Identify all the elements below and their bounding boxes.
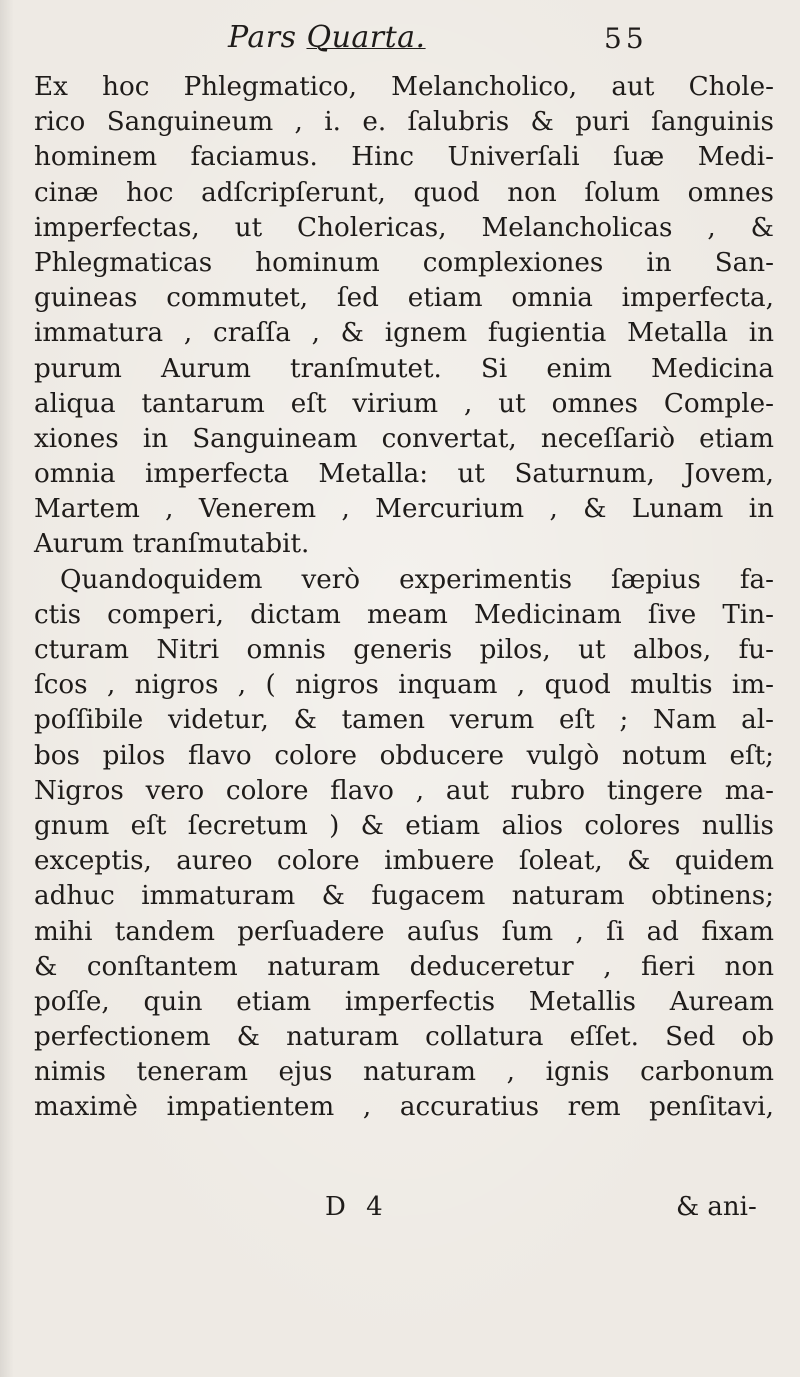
running-title-part: Pars xyxy=(228,20,297,55)
text-line: exceptis, aureo colore imbuere ſoleat, & quidem xyxy=(34,846,774,877)
text-line: immatura , craſſa , & ignem fugientia Metalla in xyxy=(34,318,774,349)
text-line: poſſibile videtur, & tamen verum eſt ; Nam al- xyxy=(34,705,774,736)
text-line: rico Sanguineum , i. e. ſalubris & puri ſanguinis xyxy=(34,107,774,138)
text-line: omnia imperfecta Metalla: ut Saturnum, Jovem, xyxy=(34,459,774,490)
text-line: imperfectas, ut Cholericas, Melancholicas , & xyxy=(34,212,774,243)
running-title xyxy=(228,20,426,55)
text-line: & conſtantem naturam deduceretur , fieri non xyxy=(34,951,774,982)
text-line: mihi tandem perſuadere auſus ſum , ſi ad fixam xyxy=(34,916,774,947)
text-line-paragraph-start: Quandoquidem verò experimentis ſæpius fa- xyxy=(60,564,774,595)
text-line-paragraph-end: Aurum tranſmutabit. xyxy=(34,529,310,560)
page-header xyxy=(0,14,800,58)
text-line: adhuc immaturam & fugacem naturam obtinens; xyxy=(34,881,774,912)
text-line: maximè impatientem , accuratius rem penſitavi, xyxy=(34,1092,774,1123)
signature-mark: D 4 xyxy=(325,1192,389,1222)
text-line: nimis teneram ejus naturam , ignis carbonum xyxy=(34,1057,774,1088)
page-edge-shadow xyxy=(0,0,14,1377)
text-line: ctis comperi, dictam meam Medicinam ſive Tin- xyxy=(34,599,774,630)
text-line: guineas commutet, ſed etiam omnia imperfecta, xyxy=(34,283,774,314)
text-line: gnum eſt ſecretum ) & etiam alios colores nullis xyxy=(34,810,774,841)
text-line: ſcos , nigros , ( nigros inquam , quod multis im- xyxy=(34,670,774,701)
catchword: & ani- xyxy=(676,1192,757,1222)
text-line: perfectionem & naturam collatura eſſet. Sed ob xyxy=(34,1022,774,1053)
text-line: cturam Nitri omnis generis pilos, ut albos, fu- xyxy=(34,635,774,665)
text-line: cinæ hoc adſcripſerunt, quod non ſolum omnes xyxy=(34,177,774,208)
text-line: aliqua tantarum eſt virium , ut omnes Comple- xyxy=(34,388,774,419)
text-line: Phlegmaticas hominum complexiones in San- xyxy=(34,247,774,278)
page-number: 55 xyxy=(604,22,648,55)
text-line: xiones in Sanguineam convertat, neceſſariò etiam xyxy=(34,423,774,454)
text-line: purum Aurum tranſmutet. Si enim Medicina xyxy=(34,353,774,384)
page-footer xyxy=(0,1192,800,1232)
text-line: hominem faciamus. Hinc Univerſali ſuæ Medi- xyxy=(34,142,774,173)
text-line: Martem , Venerem , Mercurium , & Lunam in xyxy=(34,494,774,525)
text-line: poſſe, quin etiam imperfectis Metallis Auream xyxy=(34,986,774,1017)
body-text xyxy=(34,70,774,1126)
text-line: Ex hoc Phlegmatico, Melancholico, aut Chole- xyxy=(34,72,774,102)
text-line: Nigros vero colore flavo , aut rubro tingere ma- xyxy=(34,775,774,806)
running-title-section: Quarta. xyxy=(306,20,426,55)
text-line: bos pilos flavo colore obducere vulgò notum eſt; xyxy=(34,740,774,771)
